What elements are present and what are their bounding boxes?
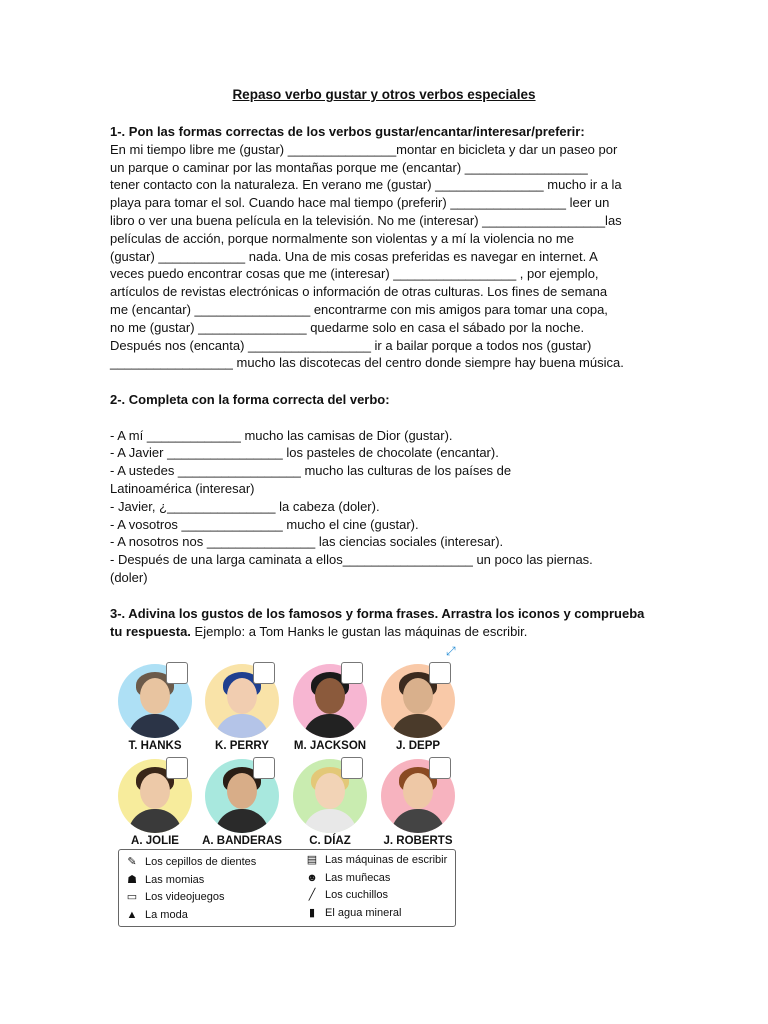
celebrity-card bbox=[110, 662, 200, 754]
celebrity-card bbox=[197, 757, 287, 849]
drop-target-checkbox[interactable] bbox=[341, 662, 363, 684]
draggable-item-label: Los cuchillos bbox=[325, 889, 388, 901]
shirt-icon: ▲ bbox=[126, 908, 138, 921]
section-1-line: playa para tomar el sol. Cuando hace mal tiempo (preferir) ________________ leer un bbox=[110, 195, 610, 211]
section-2-line: - A mí _____________ mucho las camisas de Dior (gustar). bbox=[110, 427, 453, 443]
drag-drop-game bbox=[110, 644, 466, 930]
celebrity-name: J. DEPP bbox=[395, 740, 441, 752]
draggable-item[interactable] bbox=[305, 888, 388, 902]
section-1 bbox=[110, 123, 660, 372]
knife-icon: ╱ bbox=[308, 889, 316, 901]
celebrity-card bbox=[285, 757, 375, 849]
celebrity-card bbox=[373, 662, 463, 754]
draggable-item-label: Las momias bbox=[145, 873, 205, 886]
draggable-item[interactable] bbox=[125, 855, 256, 869]
section-2-line: - A Javier ________________ los pasteles de chocolate (encantar). bbox=[110, 445, 499, 461]
celebrity-card bbox=[373, 757, 463, 849]
drop-target-checkbox[interactable] bbox=[253, 662, 275, 684]
section-2-line: - A vosotros ______________ mucho el cine (gustar). bbox=[110, 516, 419, 532]
section-1-line: En mi tiempo libre me (gustar) _______________montar en bicicleta y dar un paseo por bbox=[110, 141, 618, 157]
section-3-heading-line-2: tu respuesta. bbox=[110, 623, 191, 639]
section-1-line: (gustar) ____________ nada. Una de mis cosas preferidas es navegar en internet. A bbox=[110, 248, 598, 264]
celebrity-name: J. ROBERTS bbox=[383, 835, 453, 847]
draggable-item[interactable] bbox=[125, 873, 204, 887]
section-2-text bbox=[110, 427, 660, 587]
section-1-line: _________________ mucho las discotecas del centro donde siempre hay buena música. bbox=[110, 355, 624, 371]
celebrity-name: C. DÍAZ bbox=[309, 835, 351, 847]
icon-tray bbox=[118, 849, 456, 927]
drop-target-checkbox[interactable] bbox=[429, 662, 451, 684]
section-1-line: libro o ver una buena película en la televisión. No me (interesar) _________________las bbox=[110, 212, 622, 228]
drop-target-checkbox[interactable] bbox=[166, 757, 188, 779]
section-3 bbox=[110, 605, 660, 641]
draggable-item-label: La moda bbox=[145, 908, 188, 921]
draggable-item-label: Los cepillos de dientes bbox=[145, 856, 257, 868]
toothbrush-icon: ✎ bbox=[127, 856, 137, 868]
draggable-item[interactable] bbox=[305, 871, 390, 885]
celebrity-card bbox=[285, 662, 375, 754]
section-2-line: - A ustedes _________________ mucho las culturas de los países de bbox=[110, 463, 512, 479]
section-2-line: - Después de una larga caminata a ellos__________________ un poco las piernas. bbox=[110, 552, 593, 568]
section-2-line: (doler) bbox=[110, 569, 148, 585]
section-2-line: - A nosotros nos _______________ las ciencias sociales (interesar). bbox=[110, 534, 504, 550]
draggable-item[interactable] bbox=[125, 890, 225, 904]
draggable-item[interactable] bbox=[305, 853, 447, 867]
section-2 bbox=[110, 391, 660, 587]
draggable-item-label: Las máquinas de escribir bbox=[325, 854, 448, 866]
celebrity-name: A. JOLIE bbox=[131, 835, 179, 847]
celebrity-card bbox=[197, 662, 287, 754]
celebrity-name: K. PERRY bbox=[215, 740, 269, 752]
celebrity-name: M. JACKSON bbox=[293, 740, 367, 752]
section-3-example: Ejemplo: a Tom Hanks le gustan las máquinas de escribir. bbox=[190, 623, 528, 639]
water-bottle-icon: ▮ bbox=[308, 906, 316, 919]
typewriter-icon: ▤ bbox=[306, 854, 318, 866]
section-3-heading-line-1: 3-. Adivina los gustos de los famosos y forma frases. Arrastra los iconos y comprueba bbox=[110, 606, 645, 621]
section-1-line: películas de acción, porque normalmente son violentas y a mí la violencia no me bbox=[110, 230, 574, 246]
celebrity-name: A. BANDERAS bbox=[202, 835, 282, 847]
section-1-line: veces puedo encontrar cosas que me (interesar) _________________ , por ejemplo, bbox=[110, 266, 599, 282]
draggable-item-label: El agua mineral bbox=[325, 906, 402, 919]
section-2-line: Latinoamérica (interesar) bbox=[110, 480, 255, 496]
celebrity-name: T. HANKS bbox=[128, 740, 182, 752]
doll-icon: ☻ bbox=[306, 871, 318, 884]
section-1-line: tener contacto con la naturaleza. En verano me (gustar) _______________ mucho ir a la bbox=[110, 177, 622, 193]
drop-target-checkbox[interactable] bbox=[341, 757, 363, 779]
drop-target-checkbox[interactable] bbox=[166, 662, 188, 684]
draggable-item[interactable] bbox=[305, 906, 401, 920]
section-1-line: me (encantar) ________________ encontrarme con mis amigos para tomar una copa, bbox=[110, 301, 608, 317]
section-1-heading: 1-. Pon las formas correctas de los verbos gustar/encantar/interesar/preferir: bbox=[110, 124, 585, 139]
draggable-item[interactable] bbox=[125, 908, 188, 922]
section-1-line: artículos de revistas electrónicas o información de otras culturas. Los fines de semana bbox=[110, 284, 608, 300]
section-2-heading: 2-. Completa con la forma correcta del verbo: bbox=[110, 392, 390, 407]
mummy-icon: ☗ bbox=[127, 873, 137, 886]
expand-icon[interactable]: ⤢ bbox=[446, 644, 456, 658]
section-1-text bbox=[110, 141, 660, 372]
drop-target-checkbox[interactable] bbox=[429, 757, 451, 779]
celebrity-card bbox=[110, 757, 200, 849]
section-1-line: un parque o caminar por las montañas porque me (encantar) _________________ bbox=[110, 159, 588, 175]
page-title: Repaso verbo gustar y otros verbos especiales bbox=[232, 87, 536, 102]
drop-target-checkbox[interactable] bbox=[253, 757, 275, 779]
section-1-line: no me (gustar) _______________ quedarme solo en casa el sábado por la noche. bbox=[110, 319, 585, 335]
section-1-line: Después nos (encanta) _________________ ir a bailar porque a todos nos (gustar) bbox=[110, 337, 592, 353]
draggable-item-label: Los videojuegos bbox=[145, 891, 225, 903]
gamepad-icon: ▭ bbox=[126, 891, 138, 903]
section-2-line: - Javier, ¿_______________ la cabeza (doler). bbox=[110, 498, 380, 514]
draggable-item-label: Las muñecas bbox=[325, 871, 391, 884]
